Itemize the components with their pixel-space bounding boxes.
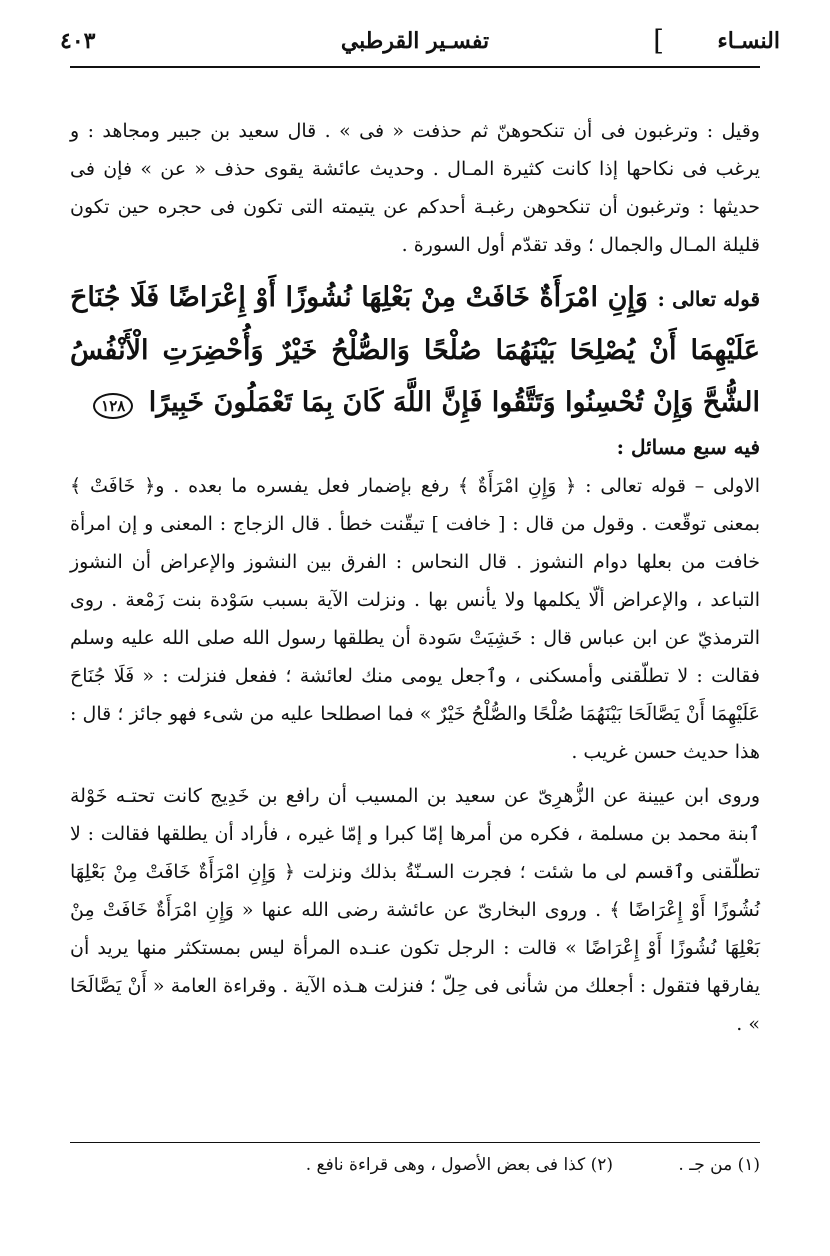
running-head-surah: النسـاء: [717, 28, 780, 54]
paragraph: وروى ابن عيينة عن الزُّهرِىّ عن سعيد بن المسيب أن رافع بن خَدِيج كانت تحتـه خَوْلة ٱبنة محمد بن مسلمة ، فكره من أمرها إمّا كبرا و إمّا غيره ، فأراد أن يطلقها فقالت : لا تطلّقنى وٱقسم لى ما شئت ؛ فجرت السـنّةُ بذلك ونزلت ﴿ وَإِنِ امْرَأَةٌ خَافَتْ مِنْ بَعْلِهَا نُشُوزًا أَوْ إِعْرَاضًا ﴾ . وروى البخارىّ عن عائشة رضى الله عنها « وَإِنِ امْرَأَةٌ خَافَتْ مِنْ بَعْلِهَا نُشُوزًا أَوْ إِعْرَاضًا » قالت : الرجل تكون عنـده المرأة ليس بمستكثر منها يريد أن يفارقها فتقول : أجعلك من شأنى فى حِلّ ؛ فنزلت هـذه الآية . وقراءة العامة « أَنْ يَصَّالَحَا » .: [70, 785, 760, 1035]
footnotes: [70, 1152, 760, 1178]
header-rule: [70, 66, 760, 68]
paragraph: الاولى – قوله تعالى : ﴿ وَإِنِ امْرَأَةٌ ﴾ رفع بإضمار فعل يفسره ما بعده . و﴿ خَافَتْ ﴾ بمعنى توقّعت . وقول من قال : [ خافت ] تيقّنت خطأ . قال الزجاج : المعنى و إن امرأة خافت من بعلها دوام النشوز . قال النحاس : الفرق بين النشوز والإعراض أن النشوز التباعد ، والإعراض ألّا يكلمها ولا يأنس بها . ونزلت الآية بسبب سَوْدة بنت زَمْعة . روى الترمذيّ عن ابن عباس قال : خَشِيَتْ سَودة أن يطلقها رسول الله صلى الله عليه وسلم فقالت : لا تطلّقنى وأمسكنى ، وٱجعل يومى منك لعائشة ؛ ففعل فنزلت : « فَلَا جُنَاحَ عَلَيْهِمَا أَنْ يَصَّالَحَا بَيْنَهُمَا صُلْحًا والصُّلْحُ خَيْرٌ » فما اصطلحا عليه من شىء فهو جائز ؛ قال : هذا حديث حسن غريب .: [70, 475, 760, 763]
footnote: (١) من جـ .: [678, 1155, 760, 1175]
footnote: (٢) كذا فى بعض الأصول ، وهى قراءة نافع .: [305, 1155, 614, 1175]
paragraph: وقيل : وترغبون فى أن تنكحوهنّ ثم حذفت « فى » . قال سعيد بن جبير ومجاهد : و يرغب فى نكاحها إذا كانت كثيرة المـال . وحديث عائشة يقوى حذف « عن » فإن فى حديثها : وترغبون أن تنكحوهن رغبـة أحدكم عن يتيمته التى تكون فى حجره حين تكون قليلة المـال والجمال ؛ وقد تقدّم أول السورة .: [70, 120, 760, 256]
quran-verse-block: [70, 272, 760, 429]
page-body: [70, 112, 760, 1049]
page-header: [50, 22, 780, 62]
footnote-rule: [70, 1142, 760, 1143]
section-heading: فيه سبع مسائل :: [616, 435, 760, 459]
verse-text: وَإِنِ امْرَأَةٌ خَافَتْ مِنْ بَعْلِهَا نُشُوزًا أَوْ إِعْرَاضًا فَلَا جُنَاحَ عَلَيْهِمَا أَنْ يُصْلِحَا بَيْنَهُمَا صُلْحًا وَالصُّلْحُ خَيْرٌ وَأُحْضِرَتِ الْأَنْفُسُ الشُّحَّ وَإِنْ تُحْسِنُوا وَتَتَّقُوا فَإِنَّ اللَّهَ كَانَ بِمَا تَعْمَلُونَ خَبِيرًا: [70, 282, 760, 418]
page-number: ٤٠٣: [60, 28, 96, 54]
verse-number: ١٢٨: [93, 393, 133, 419]
running-head-title: تفسـير القرطبي: [340, 28, 490, 54]
verse-intro: قوله تعالى :: [657, 287, 761, 311]
running-head-bracket: ]: [653, 24, 664, 57]
